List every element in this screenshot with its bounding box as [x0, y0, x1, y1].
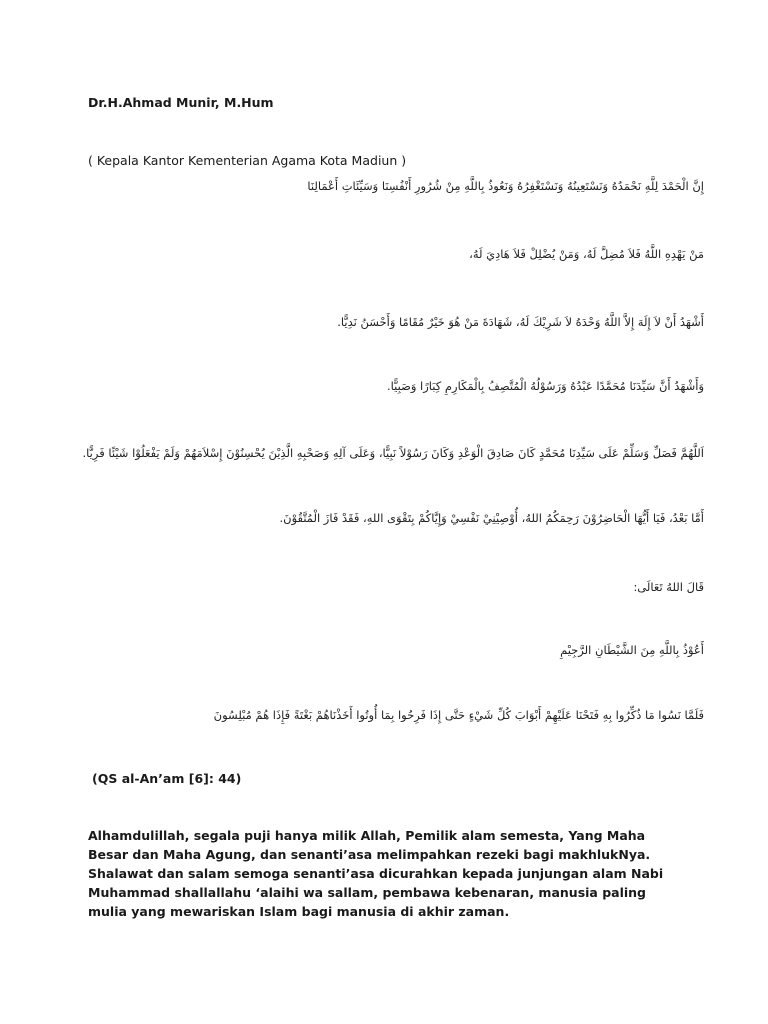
arabic-line: إِنَّ الْحَمْدَ لِلَّهِ نَحْمَدُهُ وَنَسْتَعِينُهُ وَنَسْتَغْفِرُهُ وَنَعُوذُ بِاللَّهِ مِنْ شُرُورِ أَنْفُسِنَا وَسَيِّئَاتِ أَعْمَالِنَا — [307, 179, 704, 193]
arabic-line: مَنْ يَهْدِهِ اللَّهُ فَلاَ مُضِلَّ لَهُ، وَمَنْ يُضْلِلْ فَلاَ هَادِيَ لَهُ، — [469, 247, 704, 261]
arabic-line: فَلَمَّا نَسُوا مَا ذُكِّرُوا بِهِ فَتَحْنَا عَلَيْهِمْ أَبْوَابَ كُلِّ شَيْءٍ حَتَّى إِذَا فَرِحُوا بِمَا أُوتُوا أَخَذْنَاهُمْ بَغْتَةً فَإِذَا هُمْ مُبْلِسُونَ — [213, 708, 704, 722]
arabic-line: أَمَّا بَعْدُ، فَيَا أَيُّهَا الْحَاضِرُوْنَ رَحِمَكُمُ اللهُ، أُوْصِيْنِيْ نَفْسِيْ وَإِيَّاكُمْ بِتَقْوَى اللهِ، فَقَدْ فَازَ الْمُتَّقُوْنَ. — [279, 511, 704, 525]
arabic-line: وَأَشْهَدُ أَنَّ سَيِّدَنَا مُحَمَّدًا عَبْدُهُ وَرَسُوْلُهُ الْمُتَّصِفُ بِالْمَكَارِمِ كِبَارًا وَصَبِيًّا. — [386, 379, 704, 393]
citation: (QS al-An’am [6]: 44) — [92, 771, 242, 786]
arabic-line: قَالَ اللهُ تَعَالَى: — [633, 580, 704, 594]
arabic-line: أَعُوْذُ بِاللَّهِ مِنَ الشَّيْطَانِ الرَّجِيْمِ — [560, 643, 704, 657]
author-position: ( Kepala Kantor Kementerian Agama Kota Madiun ) — [88, 153, 407, 168]
body-paragraph: Alhamdulillah, segala puji hanya milik Allah, Pemilik alam semesta, Yang Maha Besar dan Maha Agung, dan senanti’asa melimpahkan rezeki bagi makhlukNya. Shalawat dan salam semoga senanti’asa dicurahkan kepada junjungan alam Nabi Muhammad shallallahu ‘alaihi wa sallam, pembawa kebenaran, manusia paling mulia yang mewariskan Islam bagi manusia di akhir zaman. — [88, 828, 664, 919]
arabic-line: اَللَّهُمَّ فَصَلِّ وَسَلِّمْ عَلَى سَيِّدِنَا مُحَمَّدٍ كَانَ صَادِقَ الْوَعْدِ وَكَانَ رَسُوْلاً نَبِيًّا، وَعَلَى آلِهِ وَصَحْبِهِ الَّذِيْنَ يُحْسِنُوْنَ إِسْلاَمَهُمْ وَلَمْ يَفْعَلُوْا شَيْئًا فَرِيًّا. — [82, 446, 704, 460]
arabic-line: أَشْهَدُ أَنْ لاَ إِلَهَ إِلاَّ اللَّهُ وَحْدَهُ لاَ شَرِيْكَ لَهُ، شَهَادَةَ مَنْ هُوَ خَيْرٌ مُقَامًا وَأَحْسَنُ نَدِيًّا. — [337, 315, 704, 329]
author-name: Dr.H.Ahmad Munir, M.Hum — [88, 95, 274, 110]
